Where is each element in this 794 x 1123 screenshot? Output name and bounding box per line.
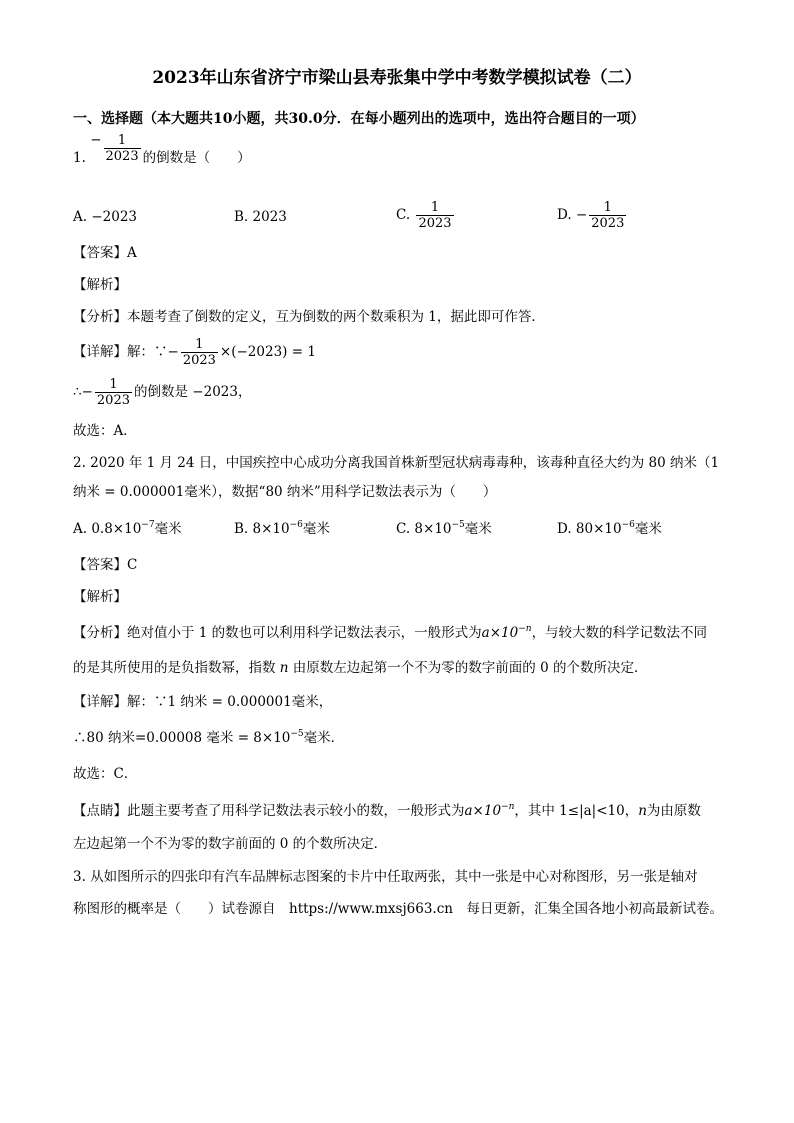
q1-fraction: $\frac{1}{2023}$ bbox=[105, 133, 139, 164]
q1-therefore-fraction: $\frac{1}{2023}$ bbox=[96, 377, 130, 408]
q1-option-a: A. −2023 bbox=[73, 209, 137, 225]
q2-detail-line2: ∴80 纳米=0.00008 毫米 = $8\times 10^{-5}$毫米． bbox=[73, 729, 345, 746]
q2-fenxi-line2: 的是其所使用的是负指数幂，指数 n 由原数左边起第一个不为零的数字前面的 0 的个数所决定． bbox=[73, 660, 648, 676]
q1-detail: 【详解】解：∵− $\frac{1}{2023}$ ×(−2023) = 1 bbox=[73, 337, 316, 368]
q1-stem-text: 的倒数是（ ） bbox=[142, 150, 251, 166]
q2-option-a: A. $0.8\times 10^{-7}$毫米 bbox=[73, 520, 182, 537]
q2-stem-line1: 2. 2020 年 1 月 24 日，中国疾控中心成功分离我国首株新型冠状病毒毒种，该毒种直径大约为 80 纳米（1 bbox=[73, 455, 720, 471]
q1-option-d: D. − $\frac{1}{2023}$ bbox=[557, 200, 625, 231]
q1-number: 1. bbox=[73, 150, 86, 166]
q2-option-b: B. $8\times 10^{-6}$毫米 bbox=[234, 520, 330, 537]
q2-stem-line2: 纳米 = 0.000001毫米），数据“80 纳米”用科学记数法表示为（ ） bbox=[73, 484, 497, 500]
q1-option-d-fraction: $\frac{1}{2023}$ bbox=[591, 200, 625, 231]
q1-analysis-label: 【解析】 bbox=[73, 277, 127, 293]
q1-answer: 【答案】A bbox=[73, 245, 137, 261]
section-heading: 一、选择题（本大题共10小题，共30.0分．在每小题列出的选项中，选出符合题目的一项） bbox=[73, 111, 645, 127]
q1-neg-sign: − bbox=[90, 132, 102, 148]
q1-detail-fraction: $\frac{1}{2023}$ bbox=[182, 337, 216, 368]
q1-option-b: B. 2023 bbox=[234, 209, 287, 225]
q1-option-c: C. $\frac{1}{2023}$ bbox=[396, 200, 452, 231]
q3-stem-line1: 3. 从如图所示的四张印有汽车品牌标志图案的卡片中任取两张，其中一张是中心对称图形，另一张是轴对 bbox=[73, 869, 698, 885]
q1-option-c-fraction: $\frac{1}{2023}$ bbox=[418, 200, 452, 231]
q2-fenxi-line1: 【分析】绝对值小于 1 的数也可以利用科学记数法表示，一般形式为$a\times 10^{-n}$，与较大数的科学记数法不同 bbox=[73, 624, 708, 641]
q2-analysis-label: 【解析】 bbox=[73, 589, 127, 605]
q1-stem bbox=[73, 132, 251, 174]
q2-dianjing-line1: 【点睛】此题主要考查了用科学记数法表示较小的数，一般形式为$a\times 10^{-n}$，其中 1≤|a|<10，n为由原数 bbox=[73, 802, 701, 819]
q1-therefore: ∴− $\frac{1}{2023}$ 的倒数是 −2023， bbox=[73, 377, 252, 408]
q2-option-c: C. $8\times 10^{-5}$毫米 bbox=[396, 520, 492, 537]
q2-option-d: D. $80\times 10^{-6}$毫米 bbox=[557, 520, 662, 537]
q2-choose: 故选：C． bbox=[73, 766, 138, 782]
q1-fenxi: 【分析】本题考查了倒数的定义，互为倒数的两个数乘积为 1，据此即可作答． bbox=[73, 309, 545, 325]
q2-dianjing-line2: 左边起第一个不为零的数字前面的 0 的个数所决定． bbox=[73, 836, 388, 852]
q2-detail-line1: 【详解】解：∵1 纳米 = 0.000001毫米， bbox=[73, 694, 333, 710]
q1-choose: 故选：A． bbox=[73, 423, 137, 439]
q3-stem-line2: 称图形的概率是（ ）试卷源自 https://www.mxsj663.cn 每日更新，汇集全国各地小初高最新试卷。 bbox=[73, 901, 723, 917]
q2-answer: 【答案】C bbox=[73, 557, 138, 573]
page-title: 2023年山东省济宁市梁山县寿张集中学中考数学模拟试卷（二） bbox=[152, 68, 642, 88]
